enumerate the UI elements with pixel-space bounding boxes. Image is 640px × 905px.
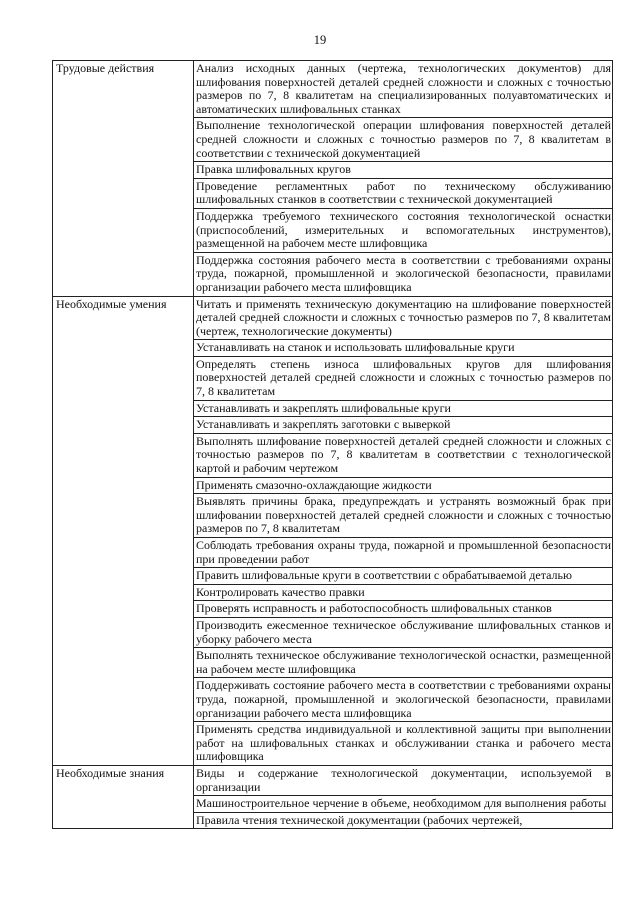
section-row [53, 765, 613, 828]
list-item: Проведение регламентных работ по техническому обслуживанию шлифовальных станков в соответствии с технической документацией [196, 178, 611, 207]
page-number: 19 [313, 33, 327, 47]
section-items [194, 296, 613, 765]
section-items [194, 765, 613, 828]
list-item: Правила чтения технической документации (рабочих чертежей, [194, 812, 612, 829]
list-item: Контролировать качество правки [194, 584, 612, 601]
list-item: Проверять исправность и работоспособность шлифовальных станков [194, 600, 612, 617]
list-item: Выявлять причины брака, предупреждать и устранять возможный брак при шлифовании поверхностей деталей средней сложности и сложных с точностью размеров по 7, 8 квалитетам [196, 494, 611, 536]
list-item: Поддержка требуемого технического состояния технологической оснастки (приспособлений, измерительных и вспомогательных инструментов), размещенной на рабочем месте шлифовщика [196, 208, 611, 251]
list-item: Выполнять шлифование поверхностей деталей средней сложности и сложных с точностью размеров по 7, 8 квалитетам в соответствии с технологической картой и рабочим чертежом [196, 433, 611, 476]
list-item: Устанавливать на станок и использовать шлифовальные круги [194, 339, 612, 356]
section-row [53, 61, 613, 297]
list-item: Выполнять техническое обслуживание технологической оснастки, размещенной на рабочем месте шлифовщика [196, 648, 611, 676]
list-item: Правка шлифовальных кругов [194, 161, 612, 178]
list-item: Применять средства индивидуальной и коллективной защиты при выполнении работ на шлифовальных станках и обслуживании станка и рабочего места шлифовщика [196, 722, 611, 764]
list-item: Поддерживать состояние рабочего места в соответствии с требованиями охраны труда, пожарной, промышленной и экологической безопасности, правилами организации рабочего места шлифовщика [196, 678, 611, 720]
list-item: Соблюдать требования охраны труда, пожарной и промышленной безопасности при проведении работ [196, 538, 611, 566]
list-item: Править шлифовальные круги в соответствии с обрабатываемой деталью [194, 567, 612, 584]
list-item: Поддержка состояния рабочего места в соответствии с требованиями охраны труда, пожарной, промышленной и экологической безопасности, правилами организации рабочего места шлифовщика [196, 252, 611, 294]
list-item: Определять степень износа шлифовальных кругов для шлифования поверхностей деталей средней сложности и сложных с точностью размеров по 7, 8 квалитетам [196, 356, 611, 399]
section-label: Трудовые действия [53, 61, 194, 297]
list-item: Устанавливать и закреплять шлифовальные круги [194, 400, 612, 417]
section-label: Необходимые умения [53, 296, 194, 765]
list-item: Читать и применять техническую документацию на шлифование поверхностей деталей средней сложности и сложных с точностью размеров по 7, 8 квалитетам (чертеж, технологические документы) [196, 296, 611, 338]
list-item: Виды и содержание технологической документации, используемой в организации [196, 765, 611, 794]
list-item: Устанавливать и закреплять заготовки с выверкой [194, 416, 612, 433]
list-item: Выполнение технологической операции шлифования поверхностей деталей средней сложности и сложных с точностью размеров по 7, 8 квалитетам в соответствии с технической документацией [196, 118, 611, 160]
section-row [53, 296, 613, 765]
list-item: Машиностроительное черчение в объеме, необходимом для выполнения работы [194, 795, 612, 812]
list-item: Анализ исходных данных (чертежа, технологических документов) для шлифования поверхностей деталей средней сложности и сложных с точностью размеров по 7, 8 квалитетам на специализированных полуавтоматических и автоматических шлифовальных станках [196, 61, 611, 116]
section-items [194, 61, 613, 297]
competency-table [52, 60, 613, 829]
section-label: Необходимые знания [53, 765, 194, 828]
list-item: Применять смазочно-охлаждающие жидкости [194, 477, 612, 494]
list-item: Производить ежесменное техническое обслуживание шлифовальных станков и уборку рабочего места [196, 617, 611, 646]
